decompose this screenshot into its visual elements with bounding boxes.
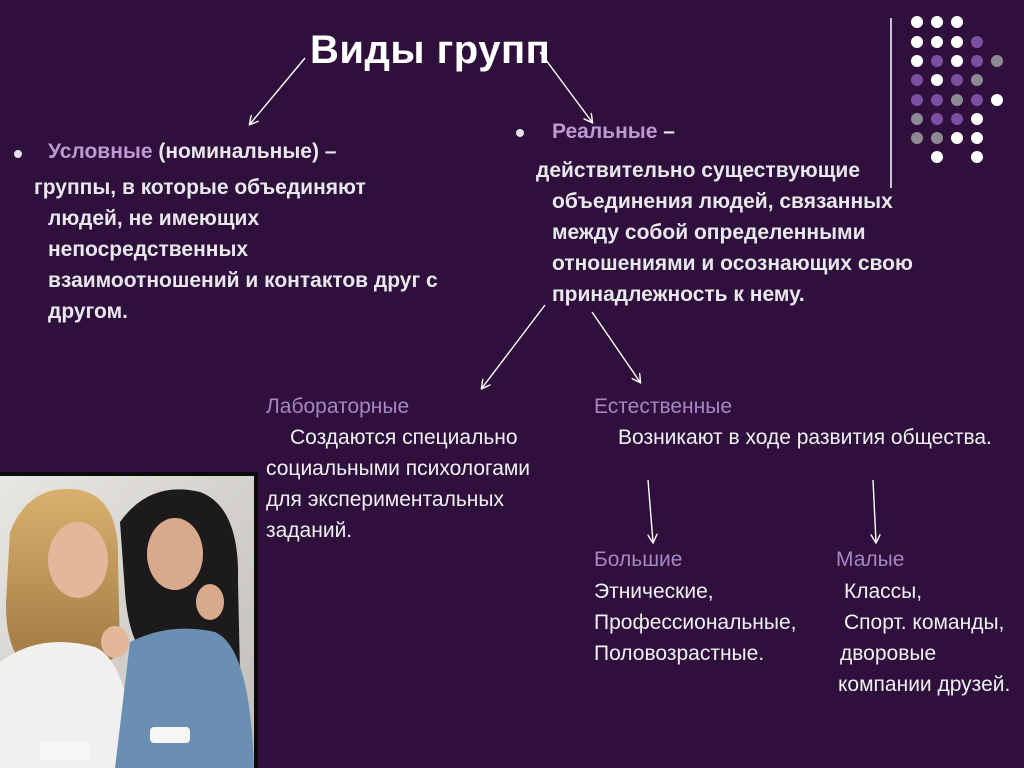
real-heading bbox=[552, 120, 675, 144]
small-line: Классы, bbox=[844, 580, 923, 603]
large-line: Профессиональные, bbox=[594, 611, 797, 634]
laboratory-line: для экспериментальных bbox=[266, 488, 504, 511]
laboratory-heading: Лабораторные bbox=[266, 395, 410, 418]
conditional-term: Условные bbox=[48, 140, 153, 163]
arrow-to-laboratory bbox=[482, 305, 545, 388]
small-description bbox=[838, 576, 1010, 700]
large-description bbox=[594, 576, 797, 669]
conditional-line: непосредственных bbox=[48, 238, 249, 261]
natural-heading: Естественные bbox=[594, 395, 733, 418]
small-line: дворовые bbox=[840, 642, 937, 665]
natural-description bbox=[594, 422, 992, 453]
natural-line: Возникают в ходе развития общества. bbox=[618, 426, 992, 449]
small-heading: Малые bbox=[836, 548, 905, 571]
arrow-to-natural bbox=[592, 312, 640, 382]
large-heading: Большие bbox=[594, 548, 683, 571]
decorative-dot-grid bbox=[905, 12, 1015, 167]
real-description bbox=[536, 155, 913, 310]
small-line: Спорт. команды, bbox=[844, 611, 1005, 634]
photo-two-women bbox=[0, 472, 258, 768]
large-line: Половозрастные. bbox=[594, 642, 765, 665]
real-line: действительно существующие bbox=[536, 159, 861, 182]
real-line: принадлежность к нему. bbox=[552, 283, 805, 306]
bullet-real bbox=[516, 129, 524, 137]
real-line: объединения людей, связанных bbox=[552, 190, 893, 213]
conditional-term-rest: (номинальные) – bbox=[152, 140, 337, 163]
real-line: между собой определенными bbox=[552, 221, 866, 244]
slide-title: Виды групп bbox=[310, 28, 551, 72]
photo-illustration bbox=[0, 472, 258, 768]
decorative-divider bbox=[890, 18, 892, 188]
laboratory-description bbox=[266, 422, 530, 546]
laboratory-line: Создаются специально bbox=[290, 426, 518, 449]
laboratory-line: заданий. bbox=[266, 519, 353, 542]
arrow-to-conditional bbox=[250, 58, 305, 124]
real-term: Реальные bbox=[552, 120, 658, 143]
real-term-rest: – bbox=[657, 120, 675, 143]
conditional-description bbox=[34, 172, 438, 327]
arrow-to-small bbox=[873, 480, 876, 542]
conditional-heading bbox=[48, 140, 336, 164]
conditional-line: людей, не имеющих bbox=[48, 207, 260, 230]
arrow-to-large bbox=[648, 480, 653, 542]
conditional-line: другом. bbox=[48, 300, 128, 323]
small-line: компании друзей. bbox=[838, 673, 1011, 696]
arrow-to-real bbox=[540, 52, 592, 122]
laboratory-line: социальными психологами bbox=[266, 457, 531, 480]
conditional-line: взаимоотношений и контактов друг с bbox=[48, 269, 438, 292]
bullet-conditional bbox=[14, 150, 22, 158]
real-line: отношениями и осознающих свою bbox=[552, 252, 913, 275]
large-line: Этнические, bbox=[594, 580, 714, 603]
conditional-line: группы, в которые объединяют bbox=[34, 176, 366, 199]
